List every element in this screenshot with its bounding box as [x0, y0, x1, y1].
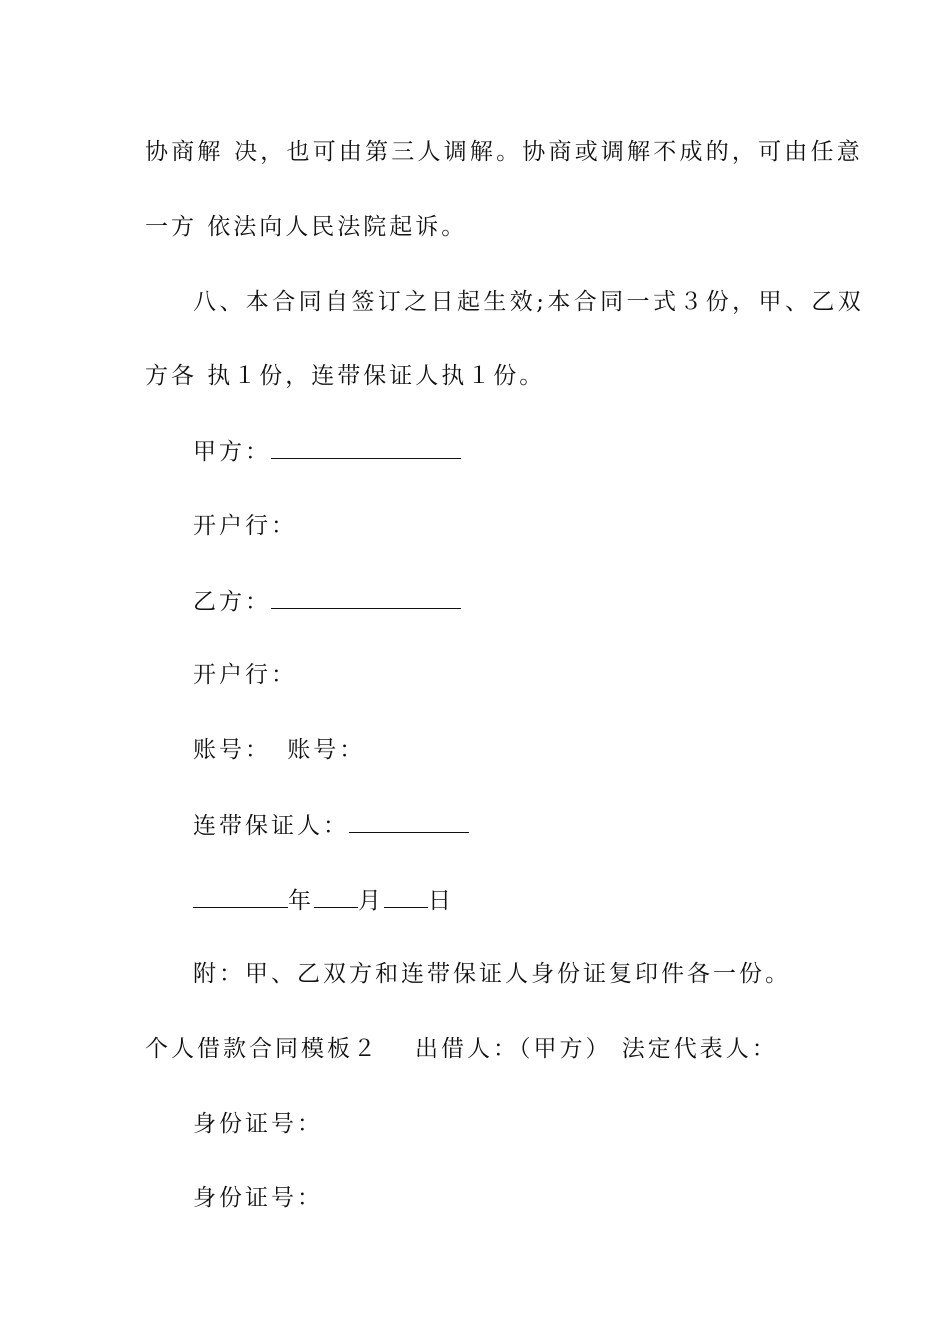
month-label: 月	[358, 888, 384, 914]
guarantor-line	[193, 810, 469, 841]
date-line	[193, 885, 454, 916]
paragraph-line: 一方 依法向人民法院起诉。	[145, 214, 468, 240]
bank-label: 开户行：	[193, 662, 297, 688]
party-a-label: 甲方：	[193, 439, 271, 465]
party-a-line	[193, 436, 461, 467]
party-b-line	[193, 586, 461, 617]
template2-line	[145, 1034, 778, 1064]
template2-heading: 个人借款合同模板２	[145, 1036, 379, 1062]
party-b-blank	[271, 586, 461, 609]
id-number-label: 身份证号：	[193, 1111, 323, 1137]
year-blank	[193, 885, 288, 908]
month-blank	[314, 885, 358, 908]
account-labels: 账号： 账号：	[193, 737, 366, 763]
id-number-label: 身份证号：	[193, 1185, 323, 1211]
attachment-note: 附：甲、乙双方和连带保证人身份证复印件各一份。	[193, 961, 791, 987]
paragraph-line: 八、本合同自签订之日起生效;本合同一式３份，甲、乙双	[193, 289, 865, 315]
paragraph-line: 协商解 决，也可由第三人调解。协商或调解不成的，可由任意	[145, 139, 863, 165]
day-blank	[384, 885, 428, 908]
year-label: 年	[288, 888, 314, 914]
bank-label: 开户行：	[193, 513, 297, 539]
day-label: 日	[428, 888, 454, 914]
party-a-blank	[271, 436, 461, 459]
guarantor-label: 连带保证人：	[193, 813, 349, 839]
guarantor-blank	[349, 810, 469, 833]
paragraph-line: 方各 执１份，连带保证人执１份。	[145, 363, 546, 389]
party-b-label: 乙方：	[193, 589, 271, 615]
lender-label: 出借人：（甲方） 法定代表人：	[415, 1036, 778, 1062]
